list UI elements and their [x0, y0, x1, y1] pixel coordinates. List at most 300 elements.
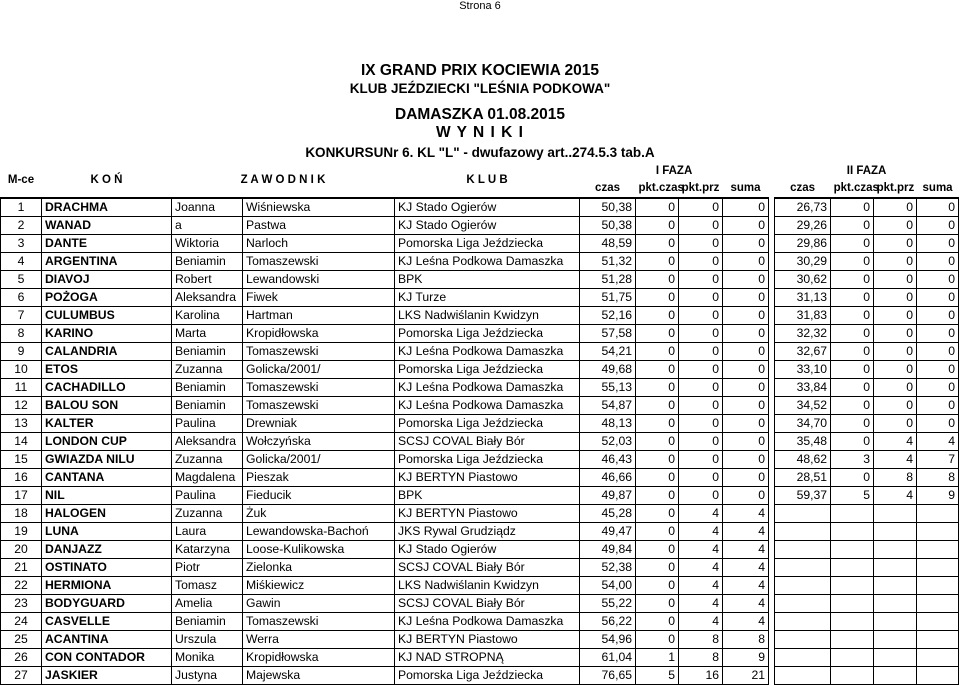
club-cell: KJ Stado Ogierów — [395, 541, 580, 559]
phase1-time-cell: 57,58 — [580, 325, 636, 343]
phase1-sum-cell: 0 — [723, 397, 769, 415]
phase2-time-penalty-cell: 5 — [831, 487, 874, 505]
phase2-time-penalty-cell — [831, 541, 874, 559]
horse-name-cell: OSTINATO — [42, 559, 172, 577]
rider-last-name-cell: Tomaszewski — [243, 343, 395, 361]
phase1-time-penalty-cell: 0 — [636, 595, 679, 613]
phase2-time-penalty-cell — [831, 505, 874, 523]
phase2-sum-cell — [917, 649, 959, 667]
phase1-sum-cell: 0 — [723, 235, 769, 253]
phase1-time-cell: 51,32 — [580, 253, 636, 271]
phase1-time-cell: 49,47 — [580, 523, 636, 541]
phase2-sum-cell: 8 — [917, 469, 959, 487]
phase1-obstacle-penalty-cell: 0 — [679, 235, 723, 253]
phase1-time-penalty-cell: 0 — [636, 505, 679, 523]
horse-name-cell: BALOU SON — [42, 397, 172, 415]
club-title: KLUB JEŹDZIECKI "LEŚNIA PODKOWA" — [349, 81, 611, 96]
phase2-sum-cell — [917, 577, 959, 595]
results-heading: W Y N I K I — [436, 124, 524, 141]
table-row — [1, 307, 959, 325]
table-row — [1, 523, 959, 541]
phase1-time-penalty-cell: 0 — [636, 361, 679, 379]
phase2-time-cell — [775, 649, 831, 667]
rider-first-name-cell: Paulina — [172, 487, 243, 505]
place-cell: 17 — [1, 487, 42, 505]
header-time-penalty-1: pkt.czas — [636, 180, 679, 198]
phase2-sum-cell — [917, 613, 959, 631]
place-cell: 14 — [1, 433, 42, 451]
horse-name-cell: POŻOGA — [42, 289, 172, 307]
phase2-obstacle-penalty-cell: 0 — [874, 253, 917, 271]
phase1-time-cell: 52,38 — [580, 559, 636, 577]
phase1-time-cell: 49,84 — [580, 541, 636, 559]
table-row — [1, 361, 959, 379]
table-row — [1, 217, 959, 235]
phase1-obstacle-penalty-cell: 0 — [679, 433, 723, 451]
phase1-time-penalty-cell: 0 — [636, 613, 679, 631]
phase1-time-penalty-cell: 0 — [636, 198, 679, 217]
results-table-body — [1, 198, 959, 685]
phase1-obstacle-penalty-cell: 0 — [679, 451, 723, 469]
phase1-time-cell: 54,87 — [580, 397, 636, 415]
table-row — [1, 667, 959, 685]
rider-last-name-cell: Fiwek — [243, 289, 395, 307]
rider-last-name-cell: Pastwa — [243, 217, 395, 235]
phase2-sum-cell: 0 — [917, 307, 959, 325]
phase1-sum-cell: 4 — [723, 523, 769, 541]
club-cell: KJ BERTYN Piastowo — [395, 631, 580, 649]
phase2-obstacle-penalty-cell: 0 — [874, 198, 917, 217]
phase1-sum-cell: 0 — [723, 487, 769, 505]
place-cell: 22 — [1, 577, 42, 595]
phase2-time-cell — [775, 523, 831, 541]
rider-first-name-cell: Paulina — [172, 415, 243, 433]
table-row — [1, 487, 959, 505]
phase1-obstacle-penalty-cell: 0 — [679, 217, 723, 235]
phase1-sum-cell: 0 — [723, 217, 769, 235]
phase1-time-penalty-cell: 0 — [636, 253, 679, 271]
phase2-time-cell: 32,67 — [775, 343, 831, 361]
phase2-time-cell: 34,52 — [775, 397, 831, 415]
phase2-obstacle-penalty-cell: 8 — [874, 469, 917, 487]
header-sum-1: suma — [723, 180, 769, 198]
phase2-time-penalty-cell: 0 — [831, 469, 874, 487]
header-rider: Z A W O D N I K — [172, 163, 395, 198]
rider-first-name-cell: Katarzyna — [172, 541, 243, 559]
horse-name-cell: CALANDRIA — [42, 343, 172, 361]
horse-name-cell: CASVELLE — [42, 613, 172, 631]
phase1-sum-cell: 0 — [723, 451, 769, 469]
phase2-obstacle-penalty-cell: 0 — [874, 379, 917, 397]
phase1-obstacle-penalty-cell: 8 — [679, 649, 723, 667]
phase1-time-cell: 54,21 — [580, 343, 636, 361]
rider-first-name-cell: Zuzanna — [172, 361, 243, 379]
phase1-time-cell: 61,04 — [580, 649, 636, 667]
phase2-time-cell: 30,62 — [775, 271, 831, 289]
phase1-time-cell: 76,65 — [580, 667, 636, 685]
place-cell: 19 — [1, 523, 42, 541]
phase1-time-cell: 46,43 — [580, 451, 636, 469]
phase1-sum-cell: 21 — [723, 667, 769, 685]
phase1-obstacle-penalty-cell: 0 — [679, 289, 723, 307]
rider-last-name-cell: Werra — [243, 631, 395, 649]
results-table-header — [1, 163, 959, 198]
rider-last-name-cell: Majewska — [243, 667, 395, 685]
rider-first-name-cell: Wiktoria — [172, 235, 243, 253]
rider-last-name-cell: Żuk — [243, 505, 395, 523]
phase2-sum-cell — [917, 523, 959, 541]
phase2-time-penalty-cell: 0 — [831, 235, 874, 253]
place-cell: 9 — [1, 343, 42, 361]
phase1-obstacle-penalty-cell: 0 — [679, 379, 723, 397]
phase2-obstacle-penalty-cell: 4 — [874, 433, 917, 451]
phase1-obstacle-penalty-cell: 4 — [679, 541, 723, 559]
place-cell: 24 — [1, 613, 42, 631]
table-row — [1, 451, 959, 469]
phase1-obstacle-penalty-cell: 16 — [679, 667, 723, 685]
table-row — [1, 271, 959, 289]
phase2-obstacle-penalty-cell: 4 — [874, 451, 917, 469]
rider-last-name-cell: Kropidłowska — [243, 649, 395, 667]
rider-first-name-cell: Karolina — [172, 307, 243, 325]
table-row — [1, 235, 959, 253]
place-cell: 15 — [1, 451, 42, 469]
club-cell: Pomorska Liga Jeździecka — [395, 415, 580, 433]
club-cell: KJ BERTYN Piastowo — [395, 505, 580, 523]
phase2-time-cell: 34,70 — [775, 415, 831, 433]
rider-first-name-cell: Beniamin — [172, 343, 243, 361]
header-place: M-ce — [1, 163, 42, 198]
horse-name-cell: ARGENTINA — [42, 253, 172, 271]
phase1-sum-cell: 0 — [723, 325, 769, 343]
club-cell: KJ Leśna Podkowa Damaszka — [395, 397, 580, 415]
phase2-sum-cell — [917, 559, 959, 577]
phase1-time-penalty-cell: 0 — [636, 235, 679, 253]
place-cell: 26 — [1, 649, 42, 667]
header-phase-1: I FAZA — [655, 165, 693, 177]
table-row — [1, 505, 959, 523]
phase2-time-cell: 32,32 — [775, 325, 831, 343]
phase2-obstacle-penalty-cell: 0 — [874, 397, 917, 415]
phase2-time-cell: 48,62 — [775, 451, 831, 469]
phase2-sum-cell: 0 — [917, 289, 959, 307]
phase2-sum-cell: 0 — [917, 325, 959, 343]
header-obstacle-penalty-2: pkt.prz — [874, 180, 917, 198]
phase2-sum-cell: 0 — [917, 217, 959, 235]
club-cell: SCSJ COVAL Biały Bór — [395, 559, 580, 577]
rider-last-name-cell: Golicka/2001/ — [243, 361, 395, 379]
phase2-sum-cell: 0 — [917, 379, 959, 397]
phase2-sum-cell: 0 — [917, 253, 959, 271]
club-cell: Pomorska Liga Jeździecka — [395, 325, 580, 343]
phase2-sum-cell — [917, 505, 959, 523]
phase1-time-penalty-cell: 0 — [636, 307, 679, 325]
phase1-obstacle-penalty-cell: 0 — [679, 469, 723, 487]
rider-last-name-cell: Lewandowski — [243, 271, 395, 289]
phase2-time-cell: 30,29 — [775, 253, 831, 271]
place-cell: 12 — [1, 397, 42, 415]
rider-last-name-cell: Tomaszewski — [243, 613, 395, 631]
phase1-time-cell: 45,28 — [580, 505, 636, 523]
phase2-time-penalty-cell: 0 — [831, 397, 874, 415]
phase2-obstacle-penalty-cell: 4 — [874, 487, 917, 505]
phase1-obstacle-penalty-cell: 0 — [679, 198, 723, 217]
phase1-time-penalty-cell: 0 — [636, 433, 679, 451]
place-cell: 20 — [1, 541, 42, 559]
rider-last-name-cell: Miśkiewicz — [243, 577, 395, 595]
horse-name-cell: DIAVOJ — [42, 271, 172, 289]
phase2-time-cell: 28,51 — [775, 469, 831, 487]
header-phase-2: II FAZA — [846, 165, 887, 177]
phase2-sum-cell: 0 — [917, 343, 959, 361]
place-cell: 25 — [1, 631, 42, 649]
rider-last-name-cell: Wołczyńska — [243, 433, 395, 451]
club-cell: BPK — [395, 271, 580, 289]
phase1-sum-cell: 0 — [723, 433, 769, 451]
horse-name-cell: CACHADILLO — [42, 379, 172, 397]
place-cell: 10 — [1, 361, 42, 379]
table-row — [1, 343, 959, 361]
phase2-time-penalty-cell: 0 — [831, 271, 874, 289]
phase2-obstacle-penalty-cell: 0 — [874, 307, 917, 325]
phase2-time-cell: 29,26 — [775, 217, 831, 235]
phase1-sum-cell: 4 — [723, 613, 769, 631]
phase2-obstacle-penalty-cell: 0 — [874, 271, 917, 289]
horse-name-cell: DRACHMA — [42, 198, 172, 217]
table-row — [1, 253, 959, 271]
results-table — [0, 163, 959, 685]
phase2-sum-cell: 9 — [917, 487, 959, 505]
rider-last-name-cell: Loose-Kulikowska — [243, 541, 395, 559]
place-cell: 7 — [1, 307, 42, 325]
phase2-obstacle-penalty-cell — [874, 649, 917, 667]
phase2-obstacle-penalty-cell: 0 — [874, 289, 917, 307]
phase1-time-cell: 56,22 — [580, 613, 636, 631]
horse-name-cell: ACANTINA — [42, 631, 172, 649]
phase1-sum-cell: 0 — [723, 253, 769, 271]
phase2-sum-cell: 0 — [917, 415, 959, 433]
rider-first-name-cell: Beniamin — [172, 253, 243, 271]
horse-name-cell: GWIAZDA NILU — [42, 451, 172, 469]
club-cell: SCSJ COVAL Biały Bór — [395, 433, 580, 451]
phase1-obstacle-penalty-cell: 4 — [679, 559, 723, 577]
phase2-time-penalty-cell — [831, 631, 874, 649]
phase1-time-penalty-cell: 0 — [636, 451, 679, 469]
phase1-time-penalty-cell: 0 — [636, 631, 679, 649]
header-obstacle-penalty-1: pkt.prz — [679, 180, 723, 198]
phase1-time-penalty-cell: 0 — [636, 487, 679, 505]
phase2-time-cell: 33,10 — [775, 361, 831, 379]
phase2-obstacle-penalty-cell: 0 — [874, 217, 917, 235]
club-cell: BPK — [395, 487, 580, 505]
phase1-time-cell: 51,75 — [580, 289, 636, 307]
phase2-sum-cell — [917, 595, 959, 613]
horse-name-cell: CULUMBUS — [42, 307, 172, 325]
phase1-time-cell: 50,38 — [580, 217, 636, 235]
phase2-time-penalty-cell — [831, 577, 874, 595]
phase1-obstacle-penalty-cell: 8 — [679, 631, 723, 649]
club-cell: SCSJ COVAL Biały Bór — [395, 595, 580, 613]
phase2-time-cell: 59,37 — [775, 487, 831, 505]
rider-last-name-cell: Pieszak — [243, 469, 395, 487]
phase1-time-penalty-cell: 0 — [636, 523, 679, 541]
phase1-sum-cell: 4 — [723, 541, 769, 559]
rider-last-name-cell: Kropidłowska — [243, 325, 395, 343]
phase1-obstacle-penalty-cell: 4 — [679, 577, 723, 595]
phase1-time-cell: 51,28 — [580, 271, 636, 289]
place-cell: 1 — [1, 198, 42, 217]
phase2-sum-cell — [917, 667, 959, 685]
phase2-obstacle-penalty-cell — [874, 667, 917, 685]
table-row — [1, 631, 959, 649]
place-cell: 5 — [1, 271, 42, 289]
phase2-time-penalty-cell — [831, 613, 874, 631]
phase2-time-penalty-cell: 0 — [831, 325, 874, 343]
phase1-sum-cell: 0 — [723, 271, 769, 289]
rider-first-name-cell: Amelia — [172, 595, 243, 613]
place-cell: 13 — [1, 415, 42, 433]
phase1-obstacle-penalty-cell: 0 — [679, 415, 723, 433]
phase1-sum-cell: 4 — [723, 577, 769, 595]
phase2-sum-cell — [917, 631, 959, 649]
phase1-sum-cell: 0 — [723, 379, 769, 397]
table-row — [1, 559, 959, 577]
club-cell: LKS Nadwiślanin Kwidzyn — [395, 307, 580, 325]
place-cell: 21 — [1, 559, 42, 577]
phase1-obstacle-penalty-cell: 0 — [679, 325, 723, 343]
place-cell: 23 — [1, 595, 42, 613]
phase2-obstacle-penalty-cell — [874, 541, 917, 559]
horse-name-cell: BODYGUARD — [42, 595, 172, 613]
page-number-label: Strona 6 — [459, 0, 501, 12]
header-club: K L U B — [395, 163, 580, 198]
table-row — [1, 595, 959, 613]
header-horse: K O Ń — [42, 163, 172, 198]
club-cell: KJ Leśna Podkowa Damaszka — [395, 343, 580, 361]
competition-description: KONKURSUNr 6. KL "L" - dwufazowy art..274.5.3 tab.A — [305, 145, 655, 160]
club-cell: Pomorska Liga Jeździecka — [395, 667, 580, 685]
rider-first-name-cell: Beniamin — [172, 397, 243, 415]
phase2-time-penalty-cell: 0 — [831, 198, 874, 217]
phase1-sum-cell: 4 — [723, 559, 769, 577]
phase1-obstacle-penalty-cell: 4 — [679, 613, 723, 631]
phase2-sum-cell: 7 — [917, 451, 959, 469]
phase2-time-penalty-cell: 0 — [831, 415, 874, 433]
phase1-time-penalty-cell: 0 — [636, 325, 679, 343]
table-row — [1, 577, 959, 595]
phase2-time-cell — [775, 577, 831, 595]
phase1-obstacle-penalty-cell: 0 — [679, 253, 723, 271]
phase1-obstacle-penalty-cell: 4 — [679, 595, 723, 613]
horse-name-cell: ETOS — [42, 361, 172, 379]
rider-last-name-cell: Zielonka — [243, 559, 395, 577]
rider-first-name-cell: Aleksandra — [172, 289, 243, 307]
phase2-time-cell — [775, 505, 831, 523]
phase2-time-penalty-cell: 0 — [831, 253, 874, 271]
place-cell: 16 — [1, 469, 42, 487]
phase1-time-penalty-cell: 0 — [636, 289, 679, 307]
place-cell: 18 — [1, 505, 42, 523]
place-cell: 11 — [1, 379, 42, 397]
phase2-sum-cell: 0 — [917, 361, 959, 379]
phase1-obstacle-penalty-cell: 4 — [679, 505, 723, 523]
phase1-time-cell: 49,87 — [580, 487, 636, 505]
phase2-time-cell: 35,48 — [775, 433, 831, 451]
place-cell: 27 — [1, 667, 42, 685]
phase2-time-penalty-cell: 0 — [831, 343, 874, 361]
club-cell: KJ NAD STROPNĄ — [395, 649, 580, 667]
club-cell: KJ Leśna Podkowa Damaszka — [395, 379, 580, 397]
rider-last-name-cell: Hartman — [243, 307, 395, 325]
phase2-obstacle-penalty-cell — [874, 505, 917, 523]
phase1-time-penalty-cell: 1 — [636, 649, 679, 667]
phase2-sum-cell: 0 — [917, 198, 959, 217]
phase2-sum-cell — [917, 541, 959, 559]
horse-name-cell: LONDON CUP — [42, 433, 172, 451]
club-cell: Pomorska Liga Jeździecka — [395, 235, 580, 253]
phase1-sum-cell: 4 — [723, 595, 769, 613]
rider-last-name-cell: Drewniak — [243, 415, 395, 433]
table-row — [1, 198, 959, 217]
phase2-time-cell — [775, 595, 831, 613]
phase1-time-penalty-cell: 0 — [636, 415, 679, 433]
phase2-sum-cell: 4 — [917, 433, 959, 451]
rider-first-name-cell: Robert — [172, 271, 243, 289]
place-cell: 8 — [1, 325, 42, 343]
phase1-time-penalty-cell: 5 — [636, 667, 679, 685]
table-row — [1, 415, 959, 433]
rider-first-name-cell: Magdalena — [172, 469, 243, 487]
phase2-time-penalty-cell: 0 — [831, 433, 874, 451]
phase2-time-penalty-cell — [831, 649, 874, 667]
phase1-time-cell: 50,38 — [580, 198, 636, 217]
horse-name-cell: KALTER — [42, 415, 172, 433]
phase1-time-penalty-cell: 0 — [636, 559, 679, 577]
event-date: DAMASZKA 01.08.2015 — [395, 106, 565, 123]
phase2-obstacle-penalty-cell: 0 — [874, 343, 917, 361]
phase1-sum-cell: 0 — [723, 289, 769, 307]
phase1-time-cell: 52,16 — [580, 307, 636, 325]
rider-last-name-cell: Tomaszewski — [243, 253, 395, 271]
rider-first-name-cell: Beniamin — [172, 379, 243, 397]
table-row — [1, 433, 959, 451]
table-row — [1, 379, 959, 397]
club-cell: Pomorska Liga Jeździecka — [395, 451, 580, 469]
phase1-sum-cell: 0 — [723, 469, 769, 487]
phase2-obstacle-penalty-cell: 0 — [874, 325, 917, 343]
rider-first-name-cell: Tomasz — [172, 577, 243, 595]
phase2-obstacle-penalty-cell — [874, 559, 917, 577]
place-cell: 2 — [1, 217, 42, 235]
header-time-1: czas — [580, 180, 636, 198]
phase2-obstacle-penalty-cell — [874, 613, 917, 631]
rider-first-name-cell: Zuzanna — [172, 451, 243, 469]
rider-first-name-cell: Joanna — [172, 198, 243, 217]
phase2-obstacle-penalty-cell — [874, 595, 917, 613]
horse-name-cell: KARINO — [42, 325, 172, 343]
phase1-obstacle-penalty-cell: 0 — [679, 343, 723, 361]
phase2-sum-cell: 0 — [917, 235, 959, 253]
phase2-obstacle-penalty-cell — [874, 523, 917, 541]
phase1-time-cell: 54,96 — [580, 631, 636, 649]
phase1-time-cell: 48,13 — [580, 415, 636, 433]
horse-name-cell: CON CONTADOR — [42, 649, 172, 667]
phase1-sum-cell: 0 — [723, 415, 769, 433]
table-row — [1, 289, 959, 307]
table-row — [1, 397, 959, 415]
phase2-obstacle-penalty-cell — [874, 631, 917, 649]
horse-name-cell: CANTANA — [42, 469, 172, 487]
